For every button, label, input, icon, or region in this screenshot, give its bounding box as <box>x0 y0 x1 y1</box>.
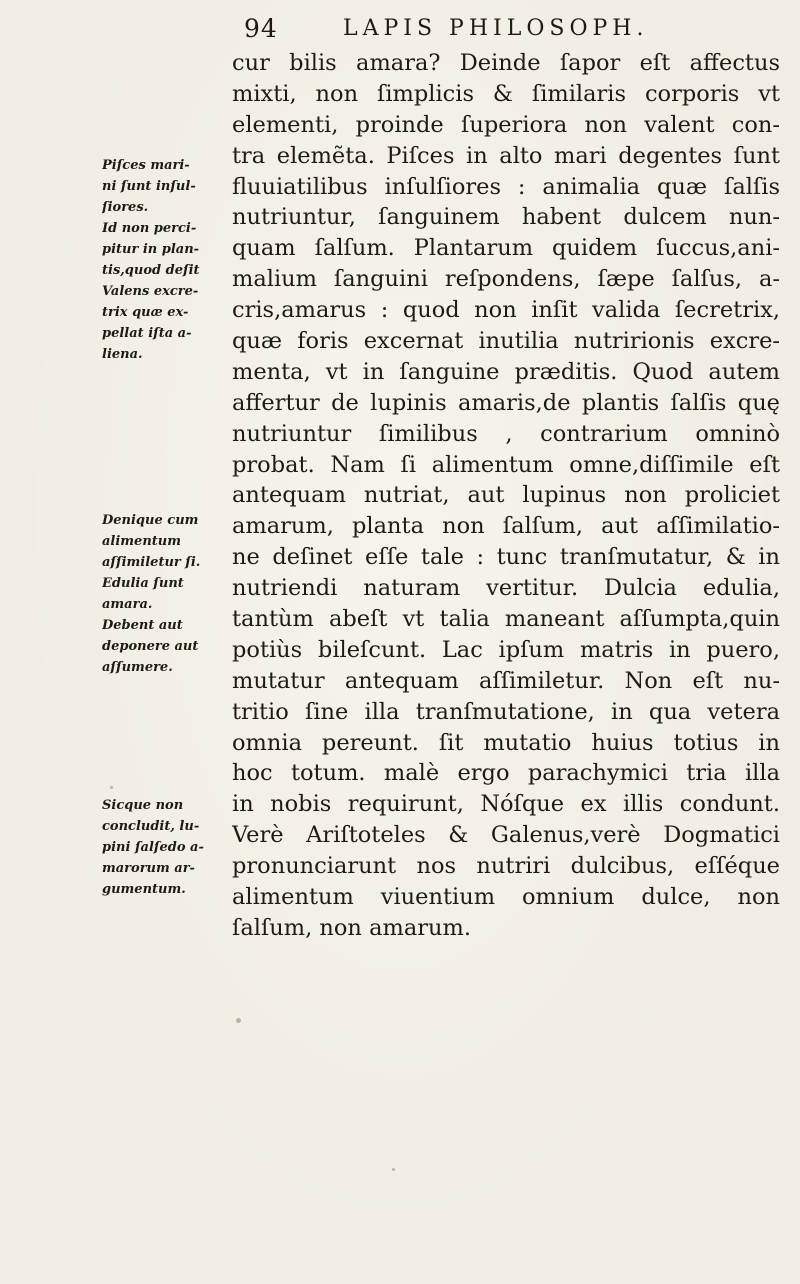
text-line: quam ſalſum. Plantarum quidem ſuccus,ani- <box>232 235 780 262</box>
text-line: quæ foris excernat inutilia nutririonis excre- <box>232 328 780 355</box>
margin-note-line: ſiores. <box>102 200 149 215</box>
margin-note-line: aſſumere. <box>102 660 173 675</box>
margin-note-line: deponere aut <box>102 639 199 654</box>
margin-note-line: concludit, lu- <box>102 819 200 834</box>
margin-note-line: pellat iſta a- <box>102 326 192 341</box>
margin-note-line: pini ſalſedo a- <box>102 840 204 855</box>
text-line: menta, vt in ſanguine præditis. Quod autem <box>232 358 780 385</box>
text-line: mixti, non ſimplicis & ſimilaris corporis vt <box>232 80 780 107</box>
text-line: amarum, planta non ſalſum, aut aſſimilatio- <box>232 513 780 540</box>
text-line: nutriuntur, ſanguinem habent dulcem nun- <box>232 204 780 231</box>
page-number: 94 <box>244 14 278 43</box>
margin-note-line: Edulia ſunt <box>102 576 184 591</box>
main-text-block <box>232 48 780 944</box>
text-line: cur bilis amara? Deinde ſapor eſt affectus <box>232 50 780 76</box>
text-line: probat. Nam ſi alimentum omne,diſſimile eſt <box>232 451 780 478</box>
margin-note-line: Sicque non <box>102 798 184 813</box>
text-line: in nobis requirunt, Nóſque ex illis condunt. <box>232 791 780 818</box>
margin-note-line: ni ſunt inſul- <box>102 179 196 194</box>
margin-note-nourishment <box>102 510 228 678</box>
margin-note-conclusion <box>102 795 228 900</box>
margin-note-line: Debent aut <box>102 618 183 633</box>
text-line: pronunciarunt nos nutriri dulcibus, eſſéque <box>232 853 780 880</box>
paper-speck <box>110 786 113 789</box>
margin-note-line: Valens excre- <box>102 284 199 299</box>
margin-note-line: Id non perci- <box>102 221 197 236</box>
text-line: omnia pereunt. ſit mutatio huius totius in <box>232 729 780 756</box>
text-line: malium ſanguini reſpondens, ſæpe ſalſus, a- <box>232 266 780 293</box>
paper-speck <box>236 1018 241 1023</box>
text-line: elementi, proinde ſuperiora non valent con- <box>232 111 780 138</box>
text-line: nutriuntur ſimilibus , contrarium omninò <box>232 420 780 447</box>
text-line-final: ſalſum, non amarum. <box>232 914 471 941</box>
text-line: ne deſinet eſſe tale : tunc tranſmutatur, & in <box>232 544 780 571</box>
text-line: hoc totum. malè ergo parachymici tria illa <box>232 760 780 787</box>
text-line: fluuiatilibus inſulſiores : animalia quæ ſalſis <box>232 173 780 200</box>
text-line: nutriendi naturam vertitur. Dulcia edulia, <box>232 575 780 602</box>
margin-note-line: Piſces mari- <box>102 158 190 173</box>
running-head: LAPIS PHILOSOPH. <box>343 16 649 41</box>
margin-note-line: tis,quod deſit <box>102 263 200 278</box>
text-line: potiùs bileſcunt. Lac ipſum matris in puero, <box>232 636 780 663</box>
text-line: tra elemẽta. Piſces in alto mari degentes ſunt <box>232 142 780 169</box>
text-line: alimentum viuentium omnium dulce, non <box>232 884 780 911</box>
margin-note-line: Denique cum <box>102 513 199 528</box>
text-line: tantùm abeſt vt talia maneant aſſumpta,quin <box>232 606 780 633</box>
margin-note-line: trix quæ ex- <box>102 305 189 320</box>
paper-speck <box>392 1168 395 1171</box>
text-line: cris,amarus : quod non inſit valida ſecretrix, <box>232 297 780 324</box>
margin-note-line: pitur in plan- <box>102 242 200 257</box>
text-line: Verè Ariſtoteles & Galenus,verè Dogmatici <box>232 822 780 849</box>
margin-note-line: liena. <box>102 347 143 362</box>
text-line: affertur de lupinis amaris,de plantis ſalſis quę <box>232 389 780 416</box>
text-line: tritio ſine illa tranſmutatione, in qua vetera <box>232 698 780 725</box>
text-line: antequam nutriat, aut lupinus non proliciet <box>232 482 780 509</box>
page-header <box>0 14 800 46</box>
margin-note-fish <box>102 155 228 365</box>
text-line: mutatur antequam aſſimiletur. Non eſt nu- <box>232 667 780 694</box>
margin-note-line: aſſimiletur ſi. <box>102 555 201 570</box>
margin-note-line: gumentum. <box>102 882 186 897</box>
margin-note-line: alimentum <box>102 534 181 549</box>
margin-note-line: amara. <box>102 597 153 612</box>
margin-note-line: marorum ar- <box>102 861 195 876</box>
